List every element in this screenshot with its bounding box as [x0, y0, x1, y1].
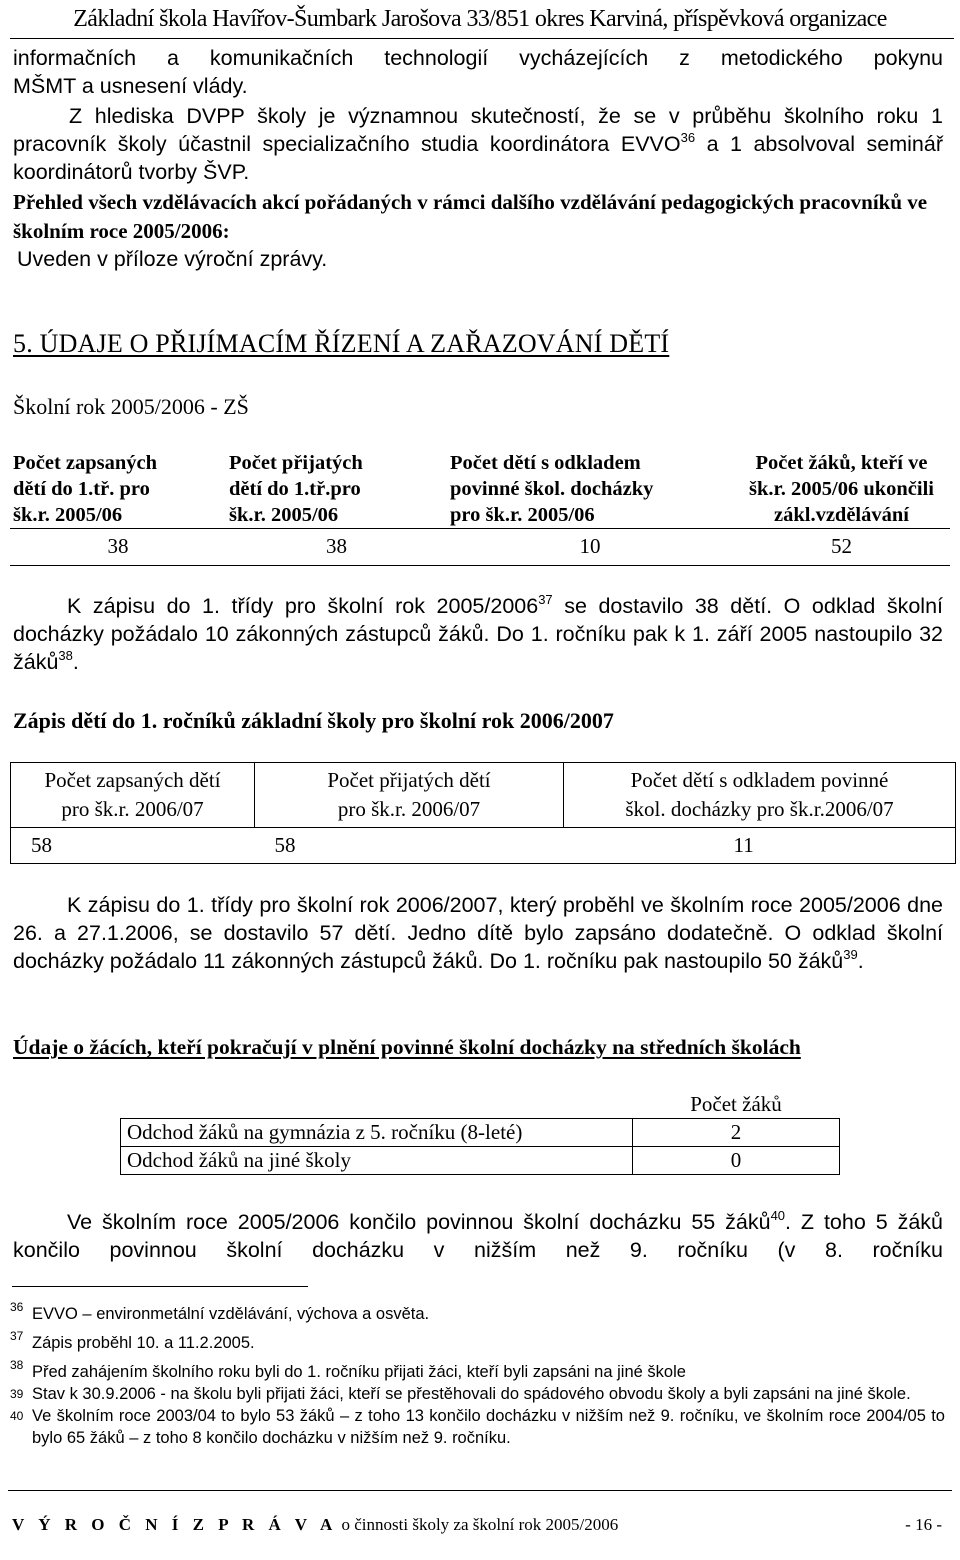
header-cell-odklad	[564, 763, 956, 828]
header-line: dětí do 1.tř.pro	[229, 478, 361, 500]
header-line: škol. docházky pro šk.r.2006/07	[625, 797, 894, 821]
page-footer	[12, 1515, 942, 1535]
footnote-divider	[12, 1286, 308, 1287]
header-line: Počet zapsaných dětí	[44, 768, 221, 792]
header-line: šk.r. 2005/06	[229, 504, 339, 526]
value-cell: 11	[564, 828, 956, 864]
header-line: pro šk.r. 2005/06	[450, 504, 595, 526]
footnote-ref-36: 36	[680, 130, 696, 145]
admissions-table-2005-values	[10, 529, 950, 566]
footnote-36	[10, 1296, 945, 1325]
paragraph-dvpp-text: Z hlediska DVPP školy je významnou skutečností, že se v průběhu školního roku 1 pracovník školy účastnil specializačního studia koordinátora EVVO	[13, 104, 943, 156]
page-number: - 16 -	[905, 1515, 942, 1534]
footer-title: V Ý R O Č N Í Z P R Á V A	[12, 1515, 338, 1534]
footnote-number: 36	[10, 1300, 24, 1314]
value-cell: 52	[733, 529, 950, 566]
header-cell-prijatych	[255, 763, 564, 828]
paragraph-zapis-2005-b: se dostavilo 38 dětí. O odklad školní docházky požádalo 10 zákonných zástupců žáků. Do 1. ročníku pak k 1. září 2005 nastoupilo 32 žáků	[13, 594, 943, 674]
header-cell-zapsanych	[11, 763, 255, 828]
header-line: zákl.vzdělávání	[774, 504, 909, 526]
header-line: pro šk.r. 2006/07	[61, 797, 204, 821]
value-cell: 38	[226, 529, 447, 566]
prehled-text: Uveden v příloze výroční zprávy.	[17, 247, 328, 271]
section-5-title: 5. ÚDAJE O PŘIJÍMACÍM ŘÍZENÍ A ZAŘAZOVÁNÍ DĚTÍ	[13, 329, 670, 358]
header-line: Počet dětí s odkladem povinné	[630, 768, 889, 792]
header-line: Počet dětí s odkladem	[450, 452, 641, 474]
row-label: Odchod žáků na jiné školy	[121, 1147, 633, 1175]
paragraph-ict-line1: informačních a komunikačních technologií vycházejících z metodického pokynu	[13, 46, 943, 70]
header-cell-prijatych	[226, 446, 447, 529]
paragraph-completion	[13, 1208, 943, 1264]
footnote-ref-40: 40	[770, 1208, 786, 1223]
header-cell-ukoncili	[733, 446, 950, 529]
prehled-heading: Přehled všech vzdělávacích akcí pořádaných v rámci dalšího vzdělávání pedagogických pracovníků ve školním roce 2005/2006:	[13, 190, 928, 243]
value-cell: 58	[255, 828, 564, 864]
paragraph-zapis-2006-b: .	[857, 949, 864, 973]
row-label: Odchod žáků na gymnázia z 5. ročníku (8-leté)	[121, 1119, 633, 1147]
admissions-table-2006-values	[11, 828, 956, 864]
paragraph-completion-a: Ve školním roce 2005/2006 končilo povinnou školní docházku 55 žáků	[67, 1210, 771, 1234]
value-cell: 10	[447, 529, 733, 566]
footer-subtitle: o činnosti školy za školní rok 2005/2006	[337, 1515, 619, 1534]
admissions-table-2006	[10, 762, 956, 864]
paragraph-zapis-2005-c: .	[72, 650, 79, 674]
header-line: šk.r. 2005/06	[13, 504, 123, 526]
paragraph-zapis-2005	[13, 592, 943, 676]
paragraph-dvpp	[13, 102, 943, 186]
footnote-number: 38	[10, 1358, 24, 1372]
paragraph-zapis-2005-a: K zápisu do 1. třídy pro školní rok 2005/2006	[67, 594, 539, 618]
paragraph-ict-line2: MŠMT a usnesení vlády.	[13, 74, 248, 98]
header-line: Počet zapsaných	[13, 452, 158, 474]
secondary-schools-table-header	[121, 1091, 840, 1119]
paragraph-zapis-2006	[13, 891, 943, 975]
footnote-ref-37: 37	[538, 592, 553, 607]
footnote-37	[10, 1325, 945, 1354]
header-line: šk.r. 2005/06 ukončili	[749, 478, 934, 500]
footnote-number: 37	[10, 1329, 24, 1343]
footer-divider	[8, 1490, 952, 1491]
paragraph-dvpp-text2: a 1 absolvoval seminář koordinátorů tvorby ŠVP.	[13, 132, 943, 184]
paragraph-zapis-2006-a: K zápisu do 1. třídy pro školní rok 2006/2007, který proběhl ve školním roce 2005/2006 dne 26. a 27.1.2006, se dostavilo 57 dětí. Jedno dítě bylo zapsáno dodatečně. O odklad školní docházky požádalo 11 zákonných zástupců žáků. Do 1. ročníku pak nastoupilo 50 žáků	[13, 893, 943, 973]
table-row	[121, 1147, 840, 1175]
row-value: 0	[633, 1147, 840, 1175]
footnote-number: 39	[10, 1387, 24, 1401]
school-year-subtitle: Školní rok 2005/2006 - ZŠ	[13, 394, 249, 419]
secondary-schools-table	[120, 1091, 840, 1175]
footnote-ref-39: 39	[843, 947, 858, 962]
footnote-text: Před zahájením školního roku byli do 1. ročníku přijati žáci, kteří byli zapsáni na jiné škole	[32, 1363, 686, 1381]
header-cell-pocet: Počet žáků	[633, 1091, 840, 1119]
header-line: dětí do 1.tř. pro	[13, 478, 150, 500]
value-cell: 38	[10, 529, 226, 566]
row-value: 2	[633, 1119, 840, 1147]
paragraph-ict	[13, 44, 943, 100]
footnote-text: Zápis proběhl 10. a 11.2.2005.	[32, 1334, 255, 1352]
footnote-39	[10, 1383, 945, 1405]
footnote-text: Ve školním roce 2003/04 to bylo 53 žáků – z toho 13 končilo docházku v nižším než 9. ročníku, ve školním roce 2004/05 to bylo 65 žáků – z toho 8 končilo docházku v nižším než 9. ročníku.	[32, 1407, 945, 1447]
footnote-text: EVVO – environmetální vzdělávání, výchova a osvěta.	[32, 1305, 430, 1323]
paragraph-completion-b: . Z toho 5 žáků končilo povinnou školní docházku v nižším než 9. ročníku (v 8. ročníku	[13, 1210, 943, 1262]
footnote-number: 40	[10, 1409, 24, 1423]
header-cell-odklad	[447, 446, 733, 529]
page-header: Základní škola Havířov-Šumbark Jarošova 33/851 okres Karviná, příspěvková organizace	[73, 6, 887, 32]
admissions-table-2005	[10, 446, 950, 566]
footnote-38	[10, 1354, 945, 1383]
table-row	[121, 1119, 840, 1147]
value-cell: 58	[11, 828, 255, 864]
empty-header-cell	[121, 1091, 633, 1119]
admissions-table-2006-header	[11, 763, 956, 828]
secondary-schools-heading: Údaje o žácích, kteří pokračují v plnění povinné školní docházky na středních školách	[13, 1035, 801, 1059]
header-line: Počet žáků, kteří ve	[755, 452, 928, 474]
footnote-text: Stav k 30.9.2006 - na školu byli přijati žáci, kteří se přestěhovali do spádového obvodu školy a byli zapsáni na jiné škole.	[32, 1385, 911, 1403]
header-line: Počet přijatých	[229, 452, 363, 474]
footnotes	[10, 1296, 945, 1449]
header-divider	[10, 38, 954, 39]
header-cell-zapsanych	[10, 446, 226, 529]
footnote-ref-38: 38	[58, 648, 73, 663]
footnote-40	[10, 1405, 945, 1449]
admissions-table-2005-header	[10, 446, 950, 529]
header-line: povinné škol. docházky	[450, 478, 654, 500]
header-line: pro šk.r. 2006/07	[337, 797, 481, 821]
header-line: Počet přijatých dětí	[327, 768, 491, 792]
zapis-2006-heading: Zápis dětí do 1. ročníků základní školy pro školní rok 2006/2007	[13, 708, 614, 733]
